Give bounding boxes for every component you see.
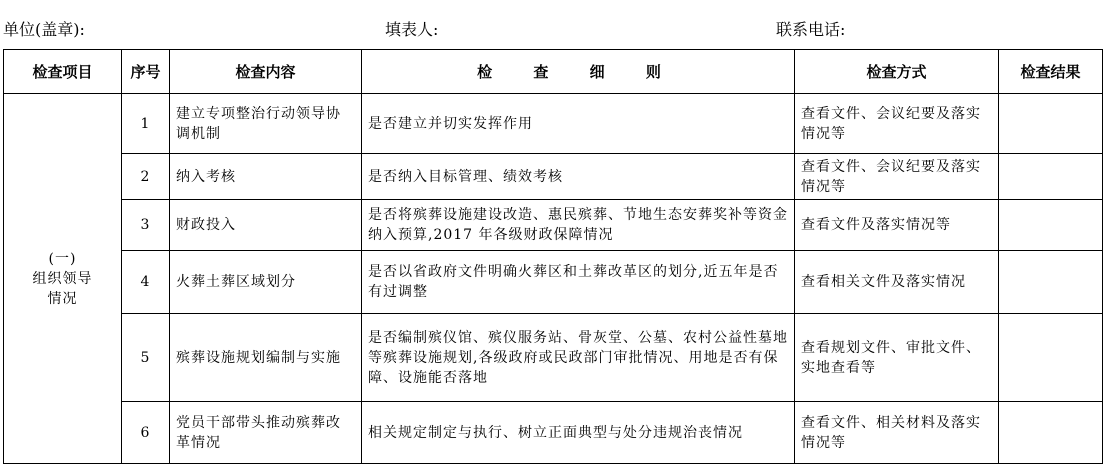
form-header [0,17,1107,41]
row-result[interactable] [999,314,1103,402]
col-header-content: 检查内容 [170,50,362,94]
table-row [4,402,1103,464]
row-result[interactable] [999,251,1103,314]
col-header-detail: 检 查 细 则 [362,50,795,94]
row-detail: 是否编制殡仪馆、殡仪服务站、骨灰堂、公墓、农村公益性墓地等殡葬设施规划,各级政府或民政部门审批情况、用地是否有保障、设施能否落地 [362,314,795,402]
col-header-number: 序号 [122,50,170,94]
col-header-result: 检查结果 [999,50,1103,94]
row-method: 查看文件、会议纪要及落实情况等 [795,94,999,154]
row-detail: 相关规定制定与执行、树立正面典型与处分违规治丧情况 [362,402,795,464]
col-header-item: 检查项目 [4,50,122,94]
row-number: 1 [122,94,170,154]
row-detail: 是否纳入目标管理、绩效考核 [362,154,795,200]
row-result[interactable] [999,94,1103,154]
category-label: (一) 组织领导 情况 [32,250,93,307]
row-method: 查看相关文件及落实情况 [795,251,999,314]
table-row [4,94,1103,154]
row-content: 殡葬设施规划编制与实施 [170,314,362,402]
row-number: 3 [122,200,170,251]
table-row [4,154,1103,200]
row-method: 查看文件、会议纪要及落实情况等 [795,154,999,200]
row-number: 5 [122,314,170,402]
category-cell [4,94,122,464]
inspection-table [3,49,1103,464]
row-detail: 是否以省政府文件明确火葬区和土葬改革区的划分,近五年是否有过调整 [362,251,795,314]
table-row [4,314,1103,402]
row-content: 火葬土葬区域划分 [170,251,362,314]
col-header-method: 检查方式 [795,50,999,94]
form-filler-label: 填表人: [385,20,439,39]
contact-phone-label: 联系电话: [776,20,846,39]
unit-stamp-label: 单位(盖章): [3,20,85,39]
row-result[interactable] [999,200,1103,251]
row-result[interactable] [999,402,1103,464]
row-method: 查看文件、相关材料及落实情况等 [795,402,999,464]
row-content: 党员干部带头推动殡葬改革情况 [170,402,362,464]
row-number: 6 [122,402,170,464]
row-content: 纳入考核 [170,154,362,200]
row-result[interactable] [999,154,1103,200]
table-header-row [4,50,1103,94]
row-detail: 是否将殡葬设施建设改造、惠民殡葬、节地生态安葬奖补等资金纳入预算,2017 年各级财政保障情况 [362,200,795,251]
row-method: 查看文件及落实情况等 [795,200,999,251]
row-detail: 是否建立并切实发挥作用 [362,94,795,154]
row-number: 2 [122,154,170,200]
row-method: 查看规划文件、审批文件、实地查看等 [795,314,999,402]
table-row [4,200,1103,251]
row-content: 财政投入 [170,200,362,251]
row-content: 建立专项整治行动领导协调机制 [170,94,362,154]
row-number: 4 [122,251,170,314]
table-row [4,251,1103,314]
